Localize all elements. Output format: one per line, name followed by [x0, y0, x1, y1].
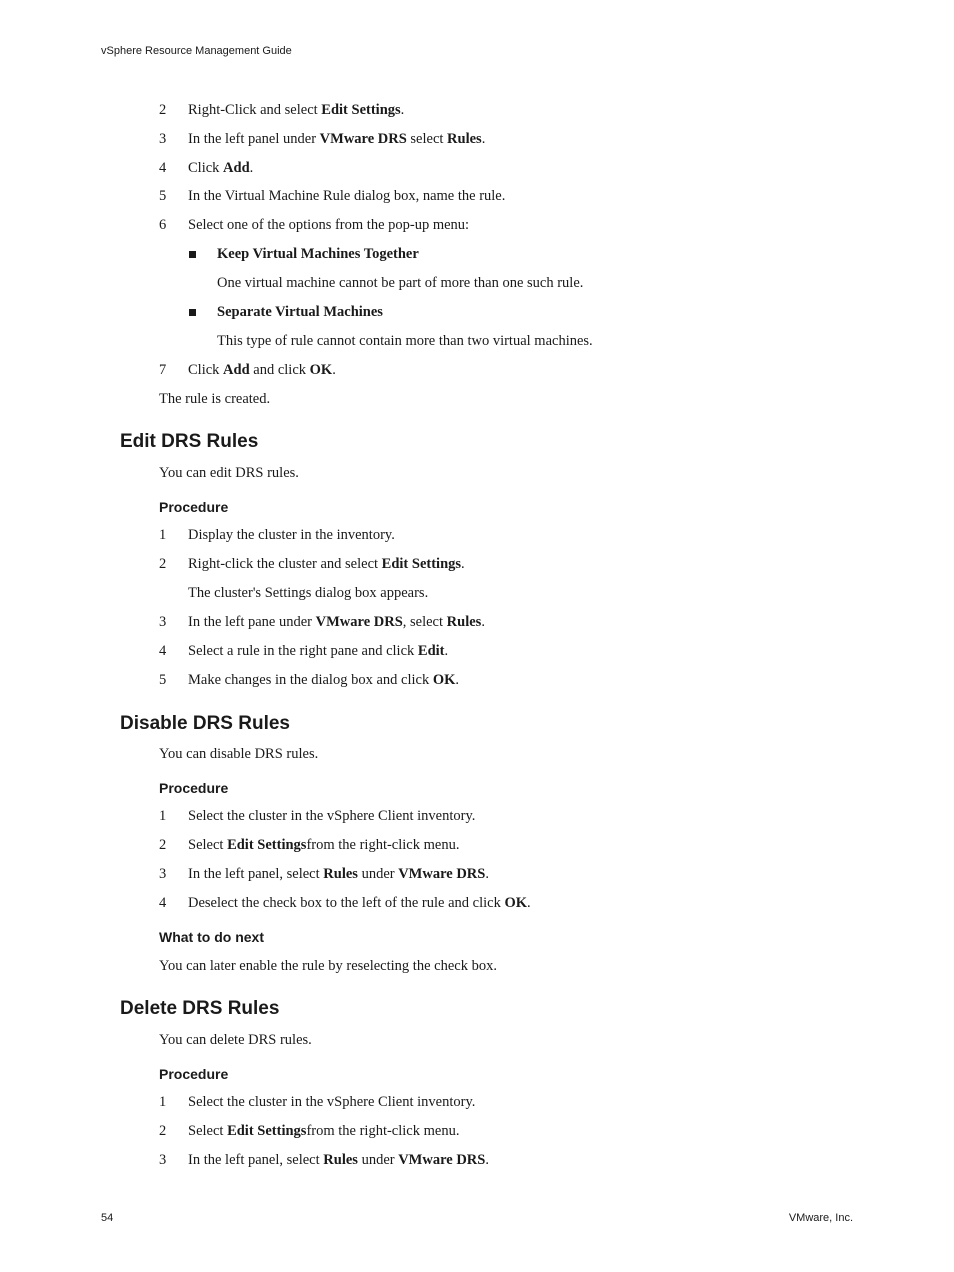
step-number: 4	[159, 895, 167, 911]
step-text: Click Add.	[188, 160, 254, 176]
step-text: Select the cluster in the vSphere Client inventory.	[188, 1094, 476, 1110]
section-heading: Delete DRS Rules	[120, 998, 280, 1019]
step-number: 3	[159, 1152, 167, 1168]
procedure-heading: Procedure	[159, 780, 229, 796]
step-text: Right-Click and select Edit Settings.	[188, 102, 405, 118]
step-number: 4	[159, 643, 167, 659]
step-text: Select Edit Settingsfrom the right-click menu.	[188, 837, 460, 853]
footer-company: VMware, Inc.	[788, 1212, 853, 1224]
step-number: 3	[159, 131, 167, 147]
running-header: vSphere Resource Management Guide	[101, 45, 292, 57]
option-label: Keep Virtual Machines Together	[217, 246, 419, 262]
option-description: One virtual machine cannot be part of more than one such rule.	[217, 275, 584, 291]
step-number: 2	[159, 102, 167, 118]
page-number: 54	[101, 1212, 114, 1224]
step-number: 5	[159, 672, 167, 688]
step-number: 3	[159, 866, 167, 882]
step-text: In the left pane under VMware DRS, select Rules.	[188, 614, 485, 630]
step-text: Deselect the check box to the left of the rule and click OK.	[188, 895, 531, 911]
step-number: 4	[159, 160, 167, 176]
what-next-text: You can later enable the rule by reselecting the check box.	[159, 958, 497, 974]
step-number: 6	[159, 217, 167, 233]
step-number: 2	[159, 556, 167, 572]
step-text: Display the cluster in the inventory.	[188, 527, 395, 543]
procedure-heading: Procedure	[159, 1066, 229, 1082]
step-number: 5	[159, 188, 167, 204]
step-number: 2	[159, 1123, 167, 1139]
step-text: In the Virtual Machine Rule dialog box, name the rule.	[188, 188, 506, 204]
step-number: 1	[159, 808, 167, 824]
section-heading: Edit DRS Rules	[120, 431, 259, 452]
section-intro: You can delete DRS rules.	[159, 1032, 312, 1048]
step-text: Select the cluster in the vSphere Client inventory.	[188, 808, 476, 824]
result-text: The rule is created.	[159, 391, 271, 407]
step-text: In the left panel, select Rules under VMware DRS.	[188, 1152, 489, 1168]
step-number: 7	[159, 362, 167, 378]
option-description: This type of rule cannot contain more than two virtual machines.	[217, 333, 593, 349]
step-number: 1	[159, 1094, 167, 1110]
step-text: In the left panel under VMware DRS select Rules.	[188, 131, 486, 147]
step-text: Select a rule in the right pane and click Edit.	[188, 643, 449, 659]
section-intro: You can edit DRS rules.	[159, 465, 299, 481]
step-text: Make changes in the dialog box and click OK.	[188, 672, 460, 688]
step-number: 3	[159, 614, 167, 630]
step-text: Right-click the cluster and select Edit Settings.	[188, 556, 465, 572]
what-next-heading: What to do next	[159, 929, 264, 945]
bullet-square-icon	[189, 309, 196, 316]
step-number: 2	[159, 837, 167, 853]
section-intro: You can disable DRS rules.	[159, 746, 319, 762]
step-number: 1	[159, 527, 167, 543]
bullet-square-icon	[189, 251, 196, 258]
step-text: Select one of the options from the pop-up menu:	[188, 217, 470, 233]
step-text: In the left panel, select Rules under VMware DRS.	[188, 866, 489, 882]
step-text: Select Edit Settingsfrom the right-click menu.	[188, 1123, 460, 1139]
step-text: Click Add and click OK.	[188, 362, 336, 378]
step-note: The cluster's Settings dialog box appears.	[188, 585, 429, 601]
section-heading: Disable DRS Rules	[120, 713, 290, 734]
option-label: Separate Virtual Machines	[217, 304, 383, 320]
procedure-heading: Procedure	[159, 499, 229, 515]
